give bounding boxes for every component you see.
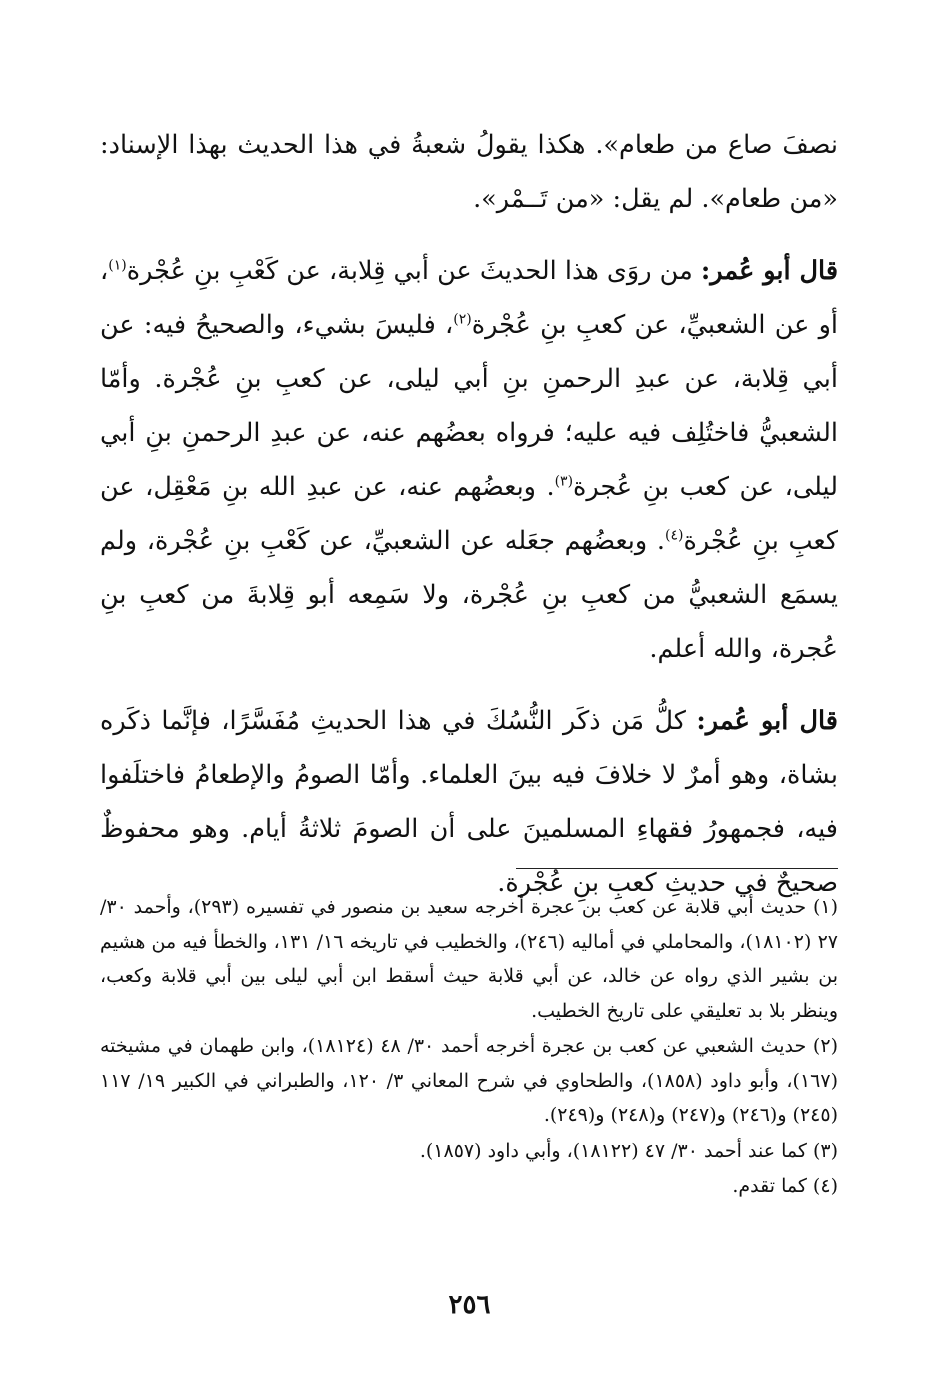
paragraph-1 [100,118,838,226]
footnote-ref-4: (٤) [665,527,684,544]
paragraph-2-part5: . وبعضُهم جعَله عن الشعبيِّ، عن كَعْبِ بنِ عُجْرة، ولم يسمَع الشعبيُّ من كعبِ بنِ عُجْرة، ولا سَمِعه أبو قِلابةَ من كعبِ بنِ عُجرة، والله أعلم. [100,526,838,664]
page-number: ٢٥٦ [448,1290,491,1320]
paragraph-3 [100,694,838,910]
paragraph-2-part4: . وبعضُهم عنه، عن عبدِ الله بنِ مَعْقِل، عن كعبِ بنِ عُجْرة [100,472,838,556]
paragraph-2-part1: من روَى هذا الحديثَ عن أبي قِلابة، عن كَعْبِ بنِ عُجْرة [126,256,701,286]
footnote-separator [516,868,838,869]
paragraph-3-lead: قال أبو عُمر: [696,706,838,736]
paragraph-2-part2: ، أو عن الشعبيِّ، عن كعبِ بنِ عُجْرة [100,256,839,340]
paragraph-2 [100,244,838,676]
footnote-1: (١) حديث أبي قلابة عن كعب بن عجرة أخرجه سعيد بن منصور في تفسيره (٢٩٣)، وأحمد ٣٠/ ٢٧ (١٨١٠٢)، والمحاملي في أماليه (٢٤٦)، والخطيب في تاريخه ١٦/ ١٣١، والخطأ فيه من هشيم بن بشير الذي رواه عن خالد، عن أبي قلابة حيث أسقط ابن أبي ليلى بين أبي قلابة وكعب، وينظر بلا بد تعليقي على تاريخ الخطيب. [100,896,839,1022]
footnote-3: (٣) كما عند أحمد ٣٠/ ٤٧ (١٨١٢٢)، وأبي داود (١٨٥٧). [419,1139,838,1162]
paragraph-1-text: نصفَ صاع من طعام». هكذا يقولُ شعبةُ في هذا الحديث بهذا الإسناد: «من طعام». لم يقل: «من تَــمْر». [100,130,838,214]
footnote-ref-2: (٢) [453,311,472,328]
footnotes [100,890,838,1205]
footnote-2: (٢) حديث الشعبي عن كعب بن عجرة أخرجه أحمد ٣٠/ ٤٨ (١٨١٢٤)، وابن طهمان في مشيخته (١٦٧)، وأبو داود (١٨٥٨)، والطحاوي في شرح المعاني ٣/ ١٢٠، والطبراني في الكبير ١٩/ ١١٧ (٢٤٥) و(٢٤٦) و(٢٤٧) و(٢٤٨) و(٢٤٩). [100,1035,838,1126]
paragraph-3-text: كلُّ مَن ذكَر النُّسُكَ في هذا الحديثِ مُفَسَّرًا، فإنَّما ذكَره بشاة، وهو أمرٌ لا خلافَ فيه بينَ العلماء. وأمّا الصومُ والإطعامُ فاختلَفوا فيه، فجمهورُ فقهاءِ المسلمينَ على أن الصومَ ثلاثةُ أيام. وهو محفوظٌ صحيحٌ في حديثِ كعبِ بنِ عُجْرة. [100,706,838,898]
main-text [100,118,838,928]
footnote-4: (٤) كما تقدم. [732,1175,838,1197]
footnote-ref-1: (١) [108,257,127,274]
footnote-ref-3: (٣) [554,473,574,490]
paragraph-2-lead: قال أبو عُمر: [700,256,839,286]
paragraph-2-part3: ، فليسَ بشيء، والصحيحُ فيه: عن أبي قِلابة، عن عبدِ الرحمنِ بنِ أبي ليلى، عن كعبِ بنِ عُجْرة. وأمّا الشعبيُّ فاختُلِف فيه عليه؛ فرواه بعضُهم عنه، عن عبدِ الرحمنِ بنِ أبي ليلى، عن كعب بنِ عُجرة [100,310,838,502]
